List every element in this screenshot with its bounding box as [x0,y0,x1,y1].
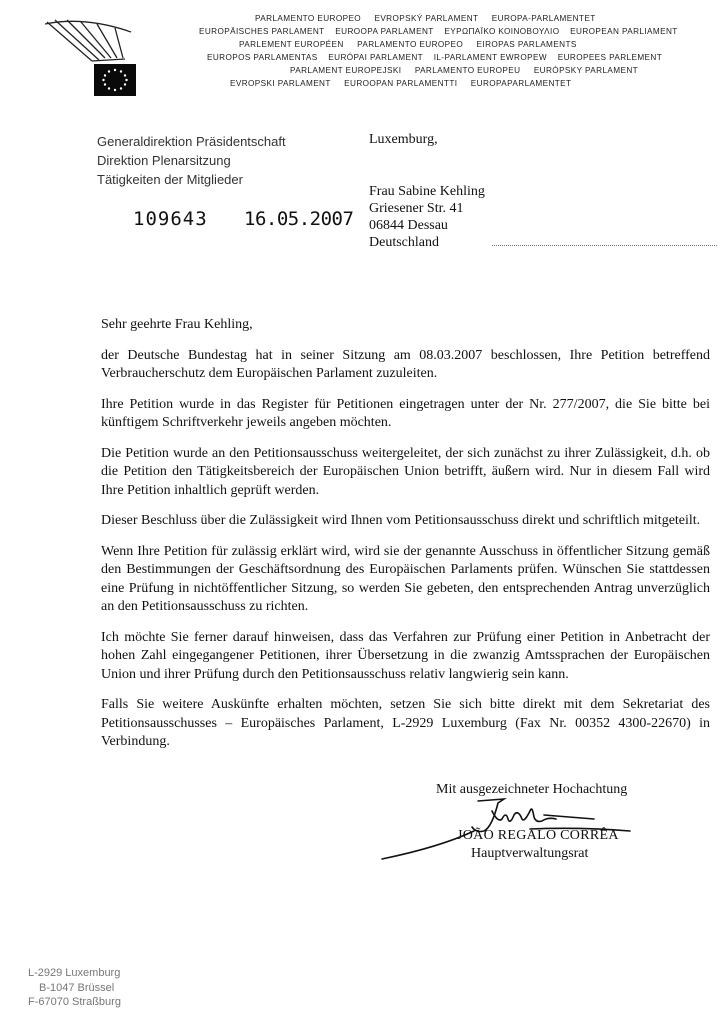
sender-department [97,132,286,189]
paragraph: der Deutsche Bundestag hat in seiner Sitzung am 08.03.2007 beschlossen, Ihre Petition betreffend Verbraucherschutz dem Europäischen Parlament zuzuleiten. [101,347,710,381]
reference-date: 16.05.2007 [244,208,354,230]
paragraph: Ihre Petition wurde in das Register für Petitionen eingetragen unter der Nr. 277/2007, die Sie bitte bei künftigem Schriftverkehr jeweils angeben möchten. [101,396,710,430]
recipient-line: Deutschland [369,235,439,250]
names-row-2: EUROPÄISCHES PARLAMENT EUROOPA PARLAMENT ΕΥΡΩΠΑΪΚΟ ΚΟΙΝΟΒΟΥΛΙΟ EUROPEAN PARLIAMENT [199,27,678,36]
recipient-line: Griesener Str. 41 [369,201,464,216]
names-row-4: EUROPOS PARLAMENTAS EURÓPAI PARLAMENT IL-PARLAMENT EWROPEW EUROPEES PARLEMENT [207,53,663,62]
names-row-6: EVROPSKI PARLAMENT EUROOPAN PARLAMENTTI EUROPAPARLAMENTET [230,79,572,88]
signer-title: Hauptverwaltungsrat [471,846,589,861]
signer-name: JOÃO REGALO CORRÊA [457,828,619,843]
address-window-line [492,245,717,246]
sender-line: Tätigkeiten der Mitglieder [97,172,243,187]
footer-address-line: L-2929 Luxemburg [28,967,121,979]
paragraph: Die Petition wurde an den Petitionsausschuss weitergeleitet, der sich zunächst zu ihrer Zulässigkeit, d.h. ob die Petition den Tätigkeitsbereich der Europäischen Union betrifft, äußern wird. Nur in diesem Fall wird Ihre Petition inhaltlich geprüft werden. [101,445,710,498]
footer-address-line: B-1047 Brüssel [39,981,115,994]
recipient-address [369,183,485,251]
salutation: Sehr geehrte Frau Kehling, [101,317,253,332]
sender-line: Generaldirektion Präsidentschaft [97,134,286,149]
sender-line: Direktion Plenarsitzung [97,153,231,168]
recipient-line: Frau Sabine Kehling [369,184,485,199]
footer-address-line: F-67070 Straßburg [28,996,121,1008]
closing: Mit ausgezeichneter Hochachtung [436,782,628,797]
paragraph: Wenn Ihre Petition für zulässig erklärt wird, wird sie der genannte Ausschuss in öffentlicher Sitzung gemäß den Bestimmungen der Geschäftsordnung des Europäischen Parlaments prüfen. Wünschen Sie stattdessen eine Prüfung in nichtöffentlicher Sitzung, so werden Sie gebeten, den entsprechenden Antrag unverzüglich an den Petitionsausschuss zu richten. [101,543,710,614]
reference-number: 109643 [133,208,208,230]
letter-place: Luxemburg, [369,132,438,147]
recipient-line: 06844 Dessau [369,218,448,233]
european-parliament-logo [45,18,155,100]
names-row-1: PARLAMENTO EUROPEO EVROPSKÝ PARLAMENT EUROPA-PARLAMENTET [255,14,596,23]
paragraph: Falls Sie weitere Auskünfte erhalten möchten, setzen Sie sich bitte direkt mit dem Sekretariat des Petitionsausschusses – Europäisches Parlament, L-2929 Luxemburg (Fax Nr. 00352 4300-22670) in Verbindung. [101,697,710,749]
names-row-3: PARLEMENT EUROPÉEN PARLAMENTO EUROPEO EIROPAS PARLAMENTS [239,40,577,49]
names-row-5: PARLAMENT EUROPEJSKI PARLAMENTO EUROPEU EURÓPSKY PARLAMENT [290,66,639,75]
letter-body [101,316,710,752]
paragraph: Dieser Beschluss über die Zulässigkeit wird Ihnen vom Petitionsausschuss direkt und schriftlich mitgeteilt. [101,513,701,528]
footer-addresses [28,966,121,1010]
paragraph: Ich möchte Sie ferner darauf hinweisen, dass das Verfahren zur Prüfung einer Petition in Anbetracht der hohen Zahl eingegangener Petitionen, ihrer Übersetzung in die zwanzig Amtssprachen der Europäischen Union und ihrer Prüfung durch den Petitionsausschuss relativ langwierig sein kann. [101,629,710,682]
